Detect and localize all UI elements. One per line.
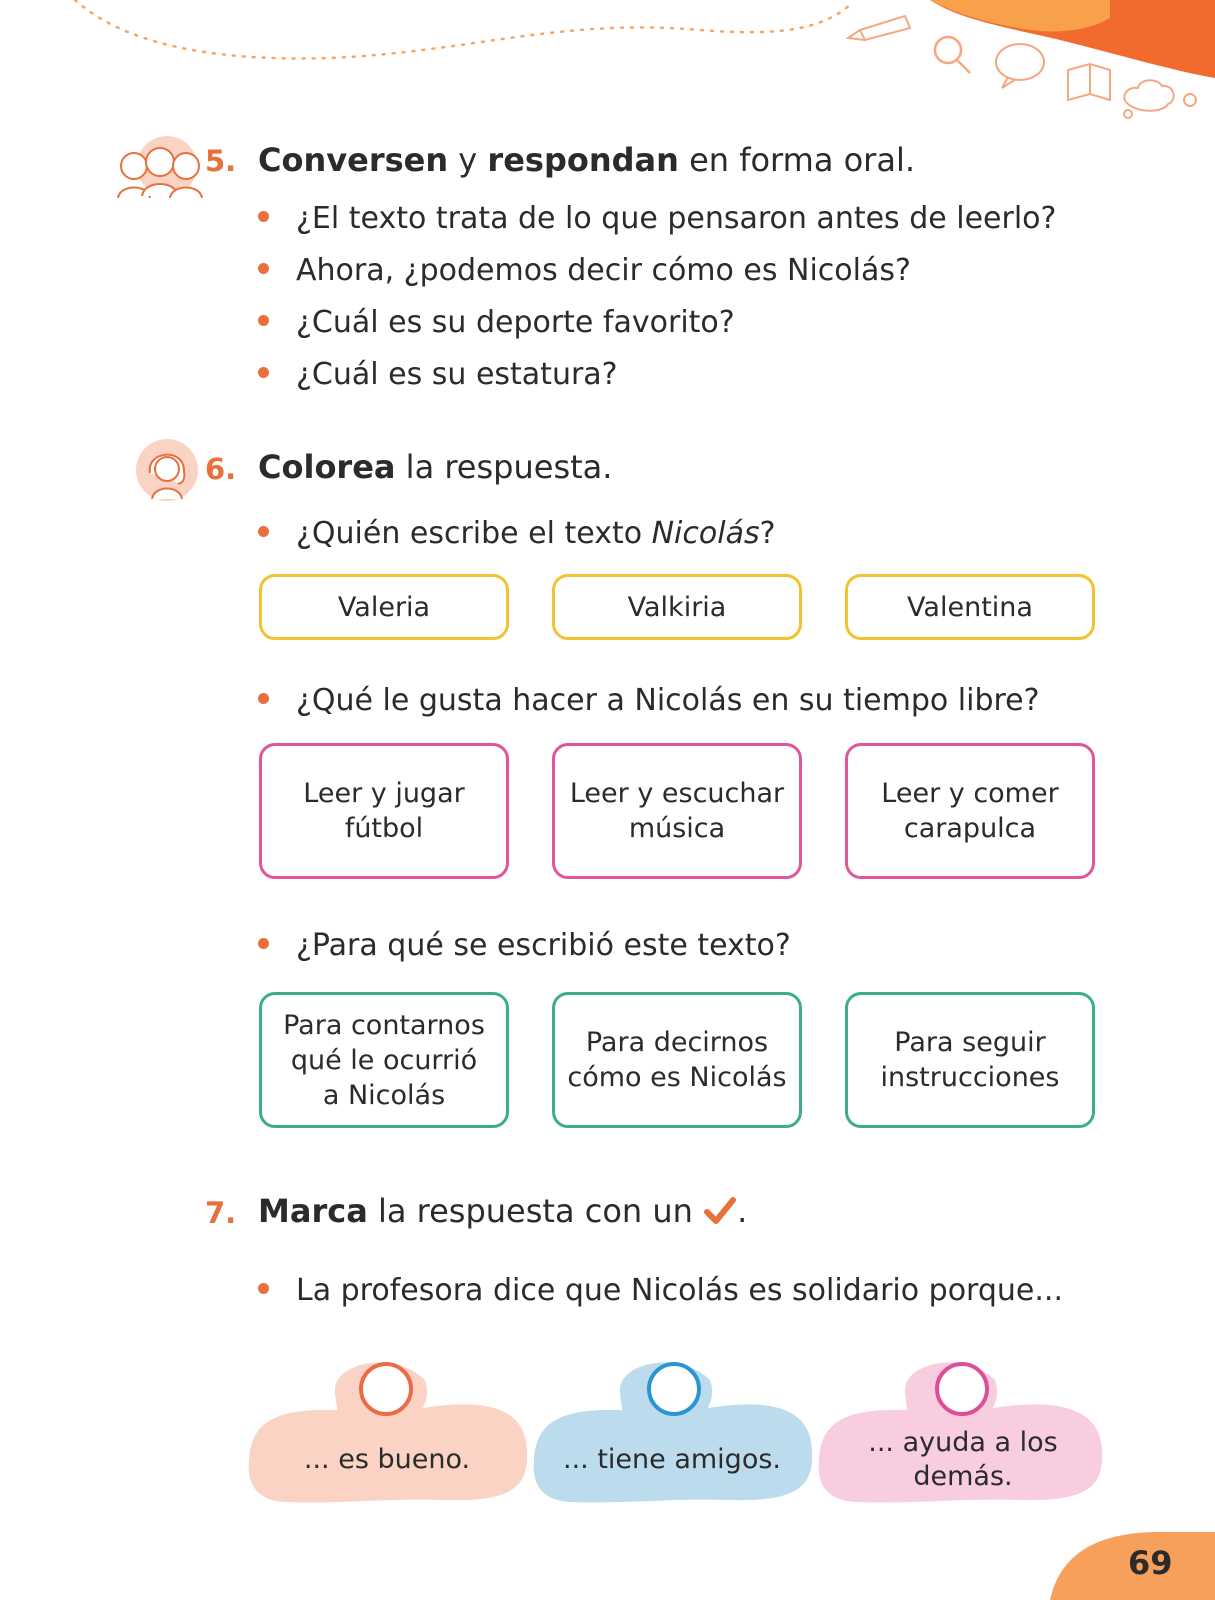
question-6a: [258, 516, 776, 551]
thought-cloud-icon: [1124, 80, 1196, 118]
book-icon: [1068, 64, 1110, 100]
question-6-verb: Colorea: [258, 448, 396, 486]
bullet-icon: [258, 1283, 269, 1294]
header-decoration: [0, 0, 1215, 130]
bullet-icon: [258, 693, 269, 704]
option-label: Para contarnos qué le ocurrió a Nicolás: [283, 1009, 485, 1111]
question-5-bullet: [258, 357, 618, 392]
answer-circle-1[interactable]: [359, 1362, 413, 1416]
checkmark-icon: [703, 1196, 737, 1226]
question-7-verb: Marca: [258, 1192, 368, 1230]
option-label: Para seguir instrucciones: [880, 1027, 1060, 1093]
option-label: Leer y jugar fútbol: [303, 778, 465, 844]
option-label: Leer y escuchar música: [569, 778, 785, 844]
bullet-icon: [258, 211, 269, 222]
bullet-text: Ahora, ¿podemos decir cómo es Nicolás?: [296, 253, 911, 288]
question-5-title-rest: en forma oral.: [678, 141, 915, 179]
bullet-text: ¿El texto trata de lo que pensaron antes de leerlo?: [296, 201, 1057, 236]
question-5-connector: y: [448, 141, 488, 179]
question-5-bullet: [258, 305, 735, 340]
question-6-title: [258, 448, 612, 486]
bullet-icon: [258, 263, 269, 274]
question-7-number: 7.: [205, 1196, 237, 1230]
question-5-title: [258, 141, 915, 179]
question-7-statement: [258, 1273, 1063, 1308]
question-7-title-end: .: [737, 1192, 748, 1230]
group-children-icon: [112, 134, 207, 204]
bullet-icon: [258, 367, 269, 378]
question-5-number: 5.: [205, 144, 237, 178]
option-label: Leer y comer carapulca: [881, 778, 1059, 844]
answer-circle-3[interactable]: [935, 1362, 989, 1416]
question-5-bullet: [258, 253, 911, 288]
option-label: Valeria: [337, 591, 431, 623]
option-label: Valentina: [907, 591, 1033, 623]
page-number: 69: [1128, 1544, 1173, 1582]
answer-circle-2[interactable]: [647, 1362, 701, 1416]
bullet-text: ¿Cuál es su estatura?: [296, 357, 618, 392]
question-6b-text: ¿Qué le gusta hacer a Nicolás en su tiempo libre?: [296, 683, 1040, 718]
question-7-statement-text: La profesora dice que Nicolás es solidario porque...: [296, 1273, 1063, 1308]
answer-text-es-bueno: ... es bueno.: [303, 1444, 471, 1475]
option-valentina[interactable]: [845, 574, 1095, 640]
question-6b: [258, 683, 1040, 718]
option-label: Para decirnos cómo es Nicolás: [567, 1027, 787, 1093]
question-7-title: [258, 1192, 747, 1230]
question-6a-text-post: ?: [759, 516, 776, 551]
answer-text-tiene-amigos: ... tiene amigos.: [563, 1444, 781, 1475]
question-5-bullet: [258, 201, 1056, 236]
pencil-icon: [848, 16, 910, 40]
question-6a-title-italic: Nicolás: [651, 516, 760, 551]
option-para-seguir-instrucciones[interactable]: [845, 992, 1095, 1128]
speech-bubble-icon: [996, 44, 1044, 88]
question-6-number: 6.: [205, 452, 237, 486]
bullet-icon: [258, 526, 269, 537]
option-valkiria[interactable]: [552, 574, 802, 640]
bullet-text: ¿Cuál es su deporte favorito?: [296, 305, 735, 340]
question-6c-text: ¿Para qué se escribió este texto?: [296, 928, 791, 963]
answer-text-ayuda-demas: ... ayuda a los demás.: [868, 1427, 1058, 1492]
bullet-icon: [258, 938, 269, 949]
option-leer-jugar-futbol[interactable]: [259, 743, 509, 879]
option-leer-comer-carapulca[interactable]: [845, 743, 1095, 879]
option-para-contarnos[interactable]: [259, 992, 509, 1128]
question-6a-text-pre: ¿Quién escribe el texto: [296, 516, 652, 551]
question-7-title-rest: la respuesta con un: [367, 1192, 704, 1230]
option-valeria[interactable]: [259, 574, 509, 640]
option-label: Valkiria: [627, 591, 727, 623]
question-6c: [258, 928, 791, 963]
question-5-verb-1: Conversen: [258, 141, 449, 179]
question-6-title-rest: la respuesta.: [395, 448, 613, 486]
girl-icon: [134, 437, 200, 503]
bullet-icon: [258, 315, 269, 326]
option-leer-escuchar-musica[interactable]: [552, 743, 802, 879]
question-5-verb-2: respondan: [487, 141, 679, 179]
magnifier-icon: [935, 37, 970, 73]
option-para-decirnos[interactable]: [552, 992, 802, 1128]
